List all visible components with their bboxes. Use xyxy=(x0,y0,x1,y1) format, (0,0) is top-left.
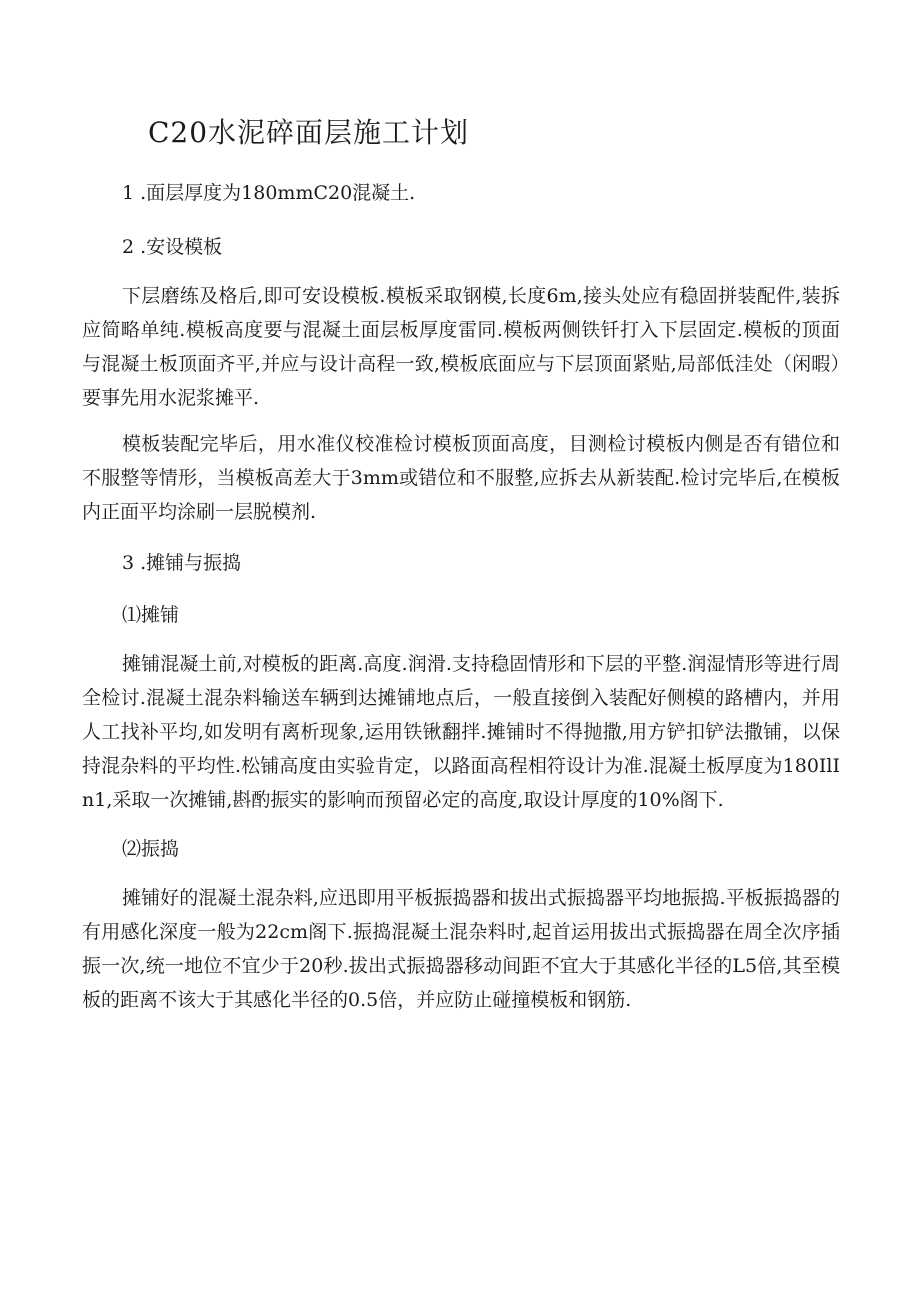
paragraph-formwork-check: 模板装配完毕后，用水准仪校准检讨模板顶面高度，目测检讨模板内侧是否有错位和不服整等情形，当模板高差大于3mm或错位和不服整,应拆去从新装配.检讨完毕后,在模板内正面平均涂刷一层脱模剂. xyxy=(82,433,840,523)
subheading-vibration: ⑵振捣 xyxy=(122,838,180,860)
paragraph-paving: 摊铺混凝土前,对模板的距离.高度.润滑.支持稳固情形和下层的平整.润湿情形等进行周全检讨.混凝土混杂料输送车辆到达摊铺地点后，一般直接倒入装配好侧模的路槽内，并用人工找补平均,如发明有离析现象,运用铁锹翻拌.摊铺时不得抛撒,用方铲扣铲法撒铺，以保持混杂料的平均性.松铺高度由实验肯定，以路面高程相符设计为准.混凝土板厚度为180IlIn1,采取一次摊铺,斟酌振实的影响而预留必定的高度,取设计厚度的10%阁下. xyxy=(82,653,840,811)
page-title: C20水泥碎面层施工计划 xyxy=(148,116,470,149)
section-heading-3: 3 .摊铺与振捣 xyxy=(122,552,242,574)
paragraph-vibration: 摊铺好的混凝土混杂料,应迅即用平板振捣器和拔出式振捣器平均地振捣.平板振捣器的有用感化深度一般为22cm阁下.振捣混凝土混杂料时,起首运用拔出式振捣器在周全次序插振一次,统一地位不宜少于20秒.拔出式振捣器移动间距不宜大于其感化半径的L5倍,其至模板的距离不该大于其感化半径的0.5倍，并应防止碰撞模板和钢筋. xyxy=(82,887,840,1011)
subheading-paving: ⑴摊铺 xyxy=(122,604,180,626)
section-heading-2: 2 .安设模板 xyxy=(122,236,223,258)
section-heading-1: 1 .面层厚度为180mmC20混凝土. xyxy=(122,182,416,204)
paragraph-formwork-install: 下层磨练及格后,即可安设模板.模板采取钢模,长度6m,接头处应有稳固拼装配件,装拆应简略单纯.模板高度要与混凝土面层板厚度雷同.模板两侧铁钎打入下层固定.模板的顶面与混凝土板顶面齐平,并应与设计高程一致,模板底面应与下层顶面紧贴,局部低洼处（闲暇）要事先用水泥浆摊平. xyxy=(82,285,840,409)
